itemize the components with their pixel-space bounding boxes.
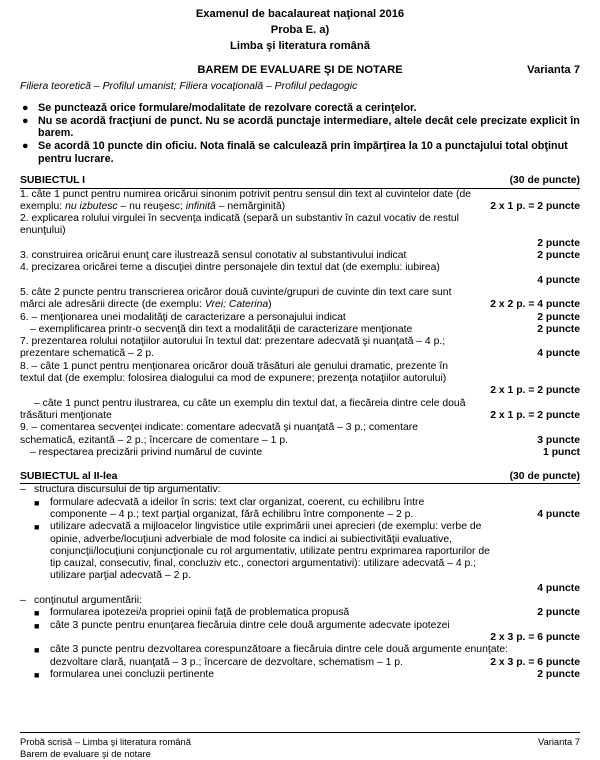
footer-exam-label: Probă scrisă – Limba şi literatura română — [20, 736, 191, 747]
barem-heading — [20, 64, 580, 80]
subcriterion-conclusion: ■ formularea unei concluzii pertinente 2 puncte — [34, 668, 580, 680]
rule-item: ● Se punctează orice formulare/modalitate de rezolvare corectă a cerinţelor. — [22, 102, 417, 115]
section-1-items — [20, 189, 580, 460]
section-2-title: SUBIECTUL al II-lea — [20, 471, 118, 483]
item-9-points-b: 1 punct — [543, 446, 580, 458]
subcriterion-ideas: ■ formulare adecvată a ideilor în scris: text clar organizat, coerent, cu echilibru între componente – 4 p.; text parţial organizat, fără echilibru între componente – 2 p. 4 puncte — [34, 496, 580, 520]
item-2: 2. explicarea rolului virgulei în secvenţa indicată (separă un substantiv în cazul vocativ de restul enunţului) 2 puncte — [20, 213, 580, 249]
subcriterion-development: ■ câte 3 puncte pentru dezvoltarea corespunzătoare a fiecăruia dintre cele două argumente enunţate: dezvoltare clară, nuanţată – 3 p.; încercare de dezvoltare, schematism – 1 p. 2 x 3 p. = 6 puncte — [34, 644, 580, 668]
bullet-icon: ● — [22, 102, 29, 115]
section-2-header — [20, 471, 580, 484]
item-5: 5. câte 2 puncte pentru transcrierea oricăror două cuvinte/grupuri de cuvinte din text care sunt mărci ale adresării directe (de exemplu: Vrei; Caterina) 2 x 2 p. = 4 puncte — [20, 286, 580, 311]
item-4-points: 4 puncte — [537, 274, 580, 286]
item-9-points-a: 3 puncte — [537, 434, 580, 446]
item-7-points: 4 puncte — [537, 348, 580, 360]
criterion-content: – conţinutul argumentării: — [20, 595, 143, 607]
subcriterion-language: ■ utilizare adecvată a mijloacelor lingvistice utile exprimării unei aprecieri (de exemplu: verbe de opinie, adverbe/locuţiuni adverbiale de mod folosite ca indici ai subiectivităţii evaluative, conjuncţii/locuţiuni conjuncţionale cu rol argumentativ, utilizate pentru exprimarea raporturilor de tip cauzal, consecutiv, final, concluziv etc., conectori argumentativi): utilizare adecvată – 4 p.; utilizare parţial adecvată – 2 p. 4 puncte — [34, 521, 580, 594]
square-bullet-icon: ■ — [34, 669, 40, 680]
square-bullet-icon: ■ — [34, 522, 40, 533]
item-8-points-a: 2 x 1 p. = 2 puncte — [490, 385, 580, 397]
section-2-total: (30 de puncte) — [509, 471, 580, 483]
square-bullet-icon: ■ — [34, 645, 40, 656]
item-8: 8. – câte 1 punct pentru menţionarea oricăror două trăsături ale genului dramatic, prezente în textul dat (de exemplu: folosirea dialogului ca mod de expunere; prezenţa notaţiilor autorului) 2 x 1 p. = 2 puncte – câte 1 punct pentru ilustrarea, cu câte un exemplu din textul dat, a fiecăreia dintre cele două trăsături menţionate 2 x 1 p. = 2 puncte — [20, 360, 580, 421]
item-1-points: 2 x 1 p. = 2 puncte — [490, 200, 580, 212]
square-bullet-icon: ■ — [34, 608, 40, 619]
subcriterion-arguments: ■ câte 3 puncte pentru enunţarea fiecăruia dintre cele două argumente adecvate ipotezei 2 x 3 p. = 6 puncte — [34, 619, 580, 643]
barem-title: BAREM DE EVALUARE ŞI DE NOTARE — [197, 64, 403, 76]
item-9: 9. – comentarea secvenţei indicate: comentare adecvată şi nuanţată – 3 p.; comentare schematică, ezitantă – 2 p.; încercare de comentare – 1 p. 3 puncte – respectarea precizării privind numărul de cuvinte 1 punct — [20, 422, 580, 458]
proba-label: Proba E. a) — [270, 24, 330, 36]
item-4: 4. precizarea oricărei teme a discuţiei dintre personajele din textul dat (de exemplu: iubirea) 4 puncte — [20, 262, 580, 286]
item-3-points: 2 puncte — [537, 250, 580, 262]
section-2-items — [20, 484, 580, 681]
footer-variant: Varianta 7 — [537, 736, 580, 747]
footer-barem-label: Barem de evaluare şi de notare — [20, 747, 151, 759]
rules-list — [20, 102, 580, 165]
rule-item: ● Se acordă 10 puncte din oficiu. Nota finală se calculează prin împărţirea la 10 a punctajului total obţinut pentru lucrare. — [22, 140, 568, 165]
barem-page — [20, 6, 580, 681]
bullet-icon: ● — [22, 140, 29, 153]
item-2-points: 2 puncte — [537, 237, 580, 249]
page-footer — [20, 732, 580, 759]
variant-label: Varianta 7 — [527, 64, 580, 76]
item-6: 6. – menţionarea unei modalităţi de caracterizare a personajului indicat 2 puncte – exemplificarea printr-o secvenţă din text a modalităţii de caracterizare menţionate 2 puncte — [20, 311, 580, 335]
item-8-points-b: 2 x 1 p. = 2 puncte — [490, 409, 580, 421]
item-3: 3. construirea oricărui enunţ care ilustrează sensul conotativ al substantivului indicat 2 puncte — [20, 250, 580, 262]
bullet-icon: ● — [22, 114, 29, 127]
criterion-structure: – structura discursului de tip argumentativ: — [20, 484, 221, 496]
section-1-header — [20, 175, 580, 188]
section-1-title: SUBIECTUL I — [20, 175, 86, 187]
filiera-line: Filiera teoretică – Profilul umanist; Filiera vocaţională – Profilul pedagogic — [20, 81, 358, 92]
section-1-total: (30 de puncte) — [509, 175, 580, 187]
item-5-points: 2 x 2 p. = 4 puncte — [490, 299, 580, 311]
item-7: 7. prezentarea rolului notaţiilor autorului în textul dat: prezentare adecvată şi nuanţată – 4 p.; prezentare schematică – 2 p. 4 puncte — [20, 336, 580, 360]
square-bullet-icon: ■ — [34, 497, 40, 508]
exam-title: Examenul de bacalaureat naţional 2016 — [195, 8, 405, 20]
subcriterion-hypothesis: ■ formularea ipotezei/a propriei opinii faţă de problematica propusă 2 puncte — [34, 607, 580, 619]
item-1: 1. câte 1 punct pentru numirea oricărui sinonim potrivit pentru sensul din text al cuvintelor date (de exemplu: nu izbutesc – nu reuşesc; infinită – nemărginită) 2 x 1 p. = 2 puncte — [20, 188, 580, 212]
rule-item: ● Nu se acordă fracţiuni de punct. Nu se acordă punctaje intermediare, altele decât cele precizate explicit în barem. — [22, 114, 580, 140]
square-bullet-icon: ■ — [34, 620, 40, 631]
subject-title: Limba şi literatura română — [230, 40, 370, 52]
